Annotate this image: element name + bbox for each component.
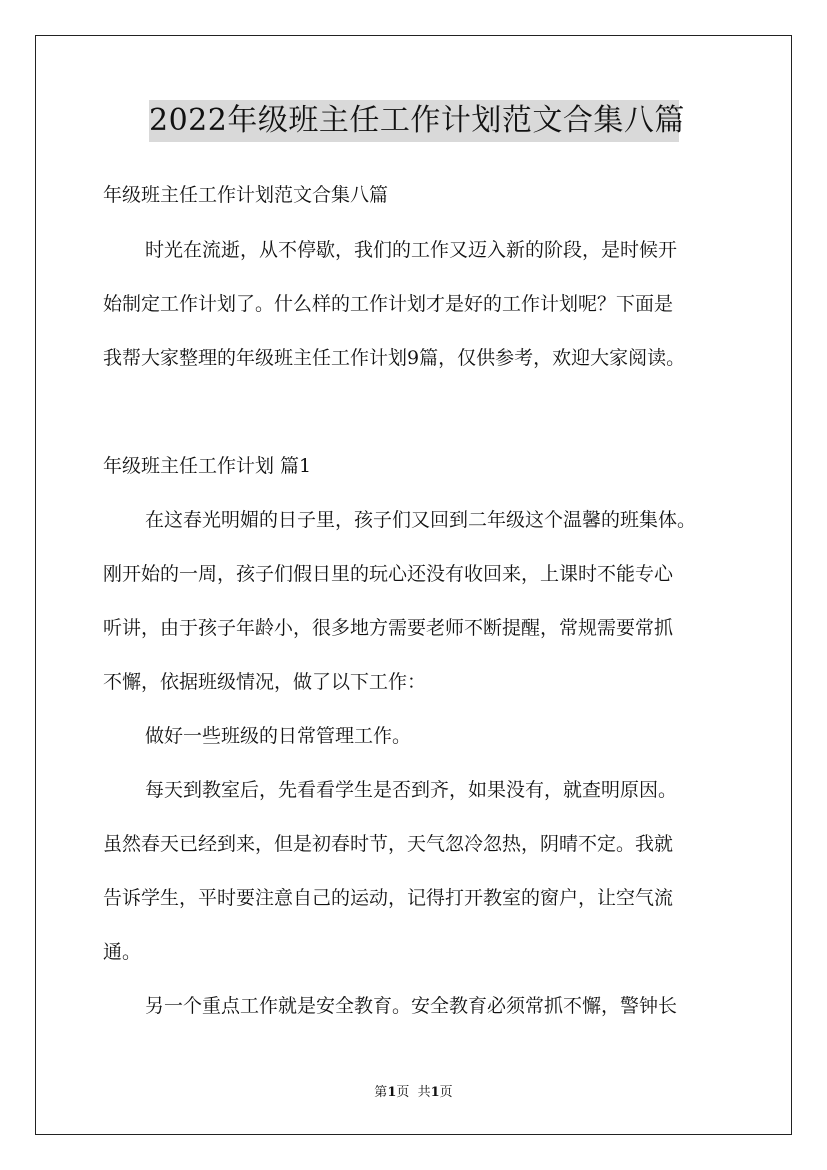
- footer-page-number: 1: [387, 1085, 397, 1100]
- body-line-3: 听讲，由于孩子年龄小，很多地方需要老师不断提醒，常规需要常抓: [103, 617, 674, 639]
- intro-line-2: 始制定工作计划了。什么样的工作计划才是好的工作计划呢？下面是: [103, 293, 674, 315]
- section-heading: 年级班主任工作计划 篇1: [103, 455, 312, 477]
- body-line-2: 刚开始的一周，孩子们假日里的玩心还没有收回来，上课时不能专心: [103, 563, 674, 585]
- page-footer: [0, 1085, 827, 1101]
- body-line-7: 虽然春天已经到来，但是初春时节，天气忽冷忽热，阴晴不定。我就: [103, 833, 674, 855]
- intro-line-3: 我帮大家整理的年级班主任工作计划9篇，仅供参考，欢迎大家阅读。: [103, 347, 686, 369]
- body-line-8: 告诉学生，平时要注意自己的运动，记得打开教室的窗户，让空气流: [103, 887, 674, 909]
- body-line-10: 另一个重点工作就是安全教育。安全教育必须常抓不懈，警钟长: [145, 995, 678, 1017]
- document-subtitle: 年级班主任工作计划范文合集八篇: [103, 184, 389, 206]
- document-title: 2022年级班主任工作计划范文合集八篇: [149, 100, 679, 142]
- footer-page-total: 1: [430, 1085, 440, 1100]
- body-line-9: 通。: [103, 941, 142, 963]
- body-line-5: 做好一些班级的日常管理工作。: [145, 725, 412, 747]
- intro-line-1: 时光在流逝，从不停歇，我们的工作又迈入新的阶段，是时候开: [145, 239, 678, 261]
- footer-mid: 页 共: [396, 1085, 431, 1100]
- body-line-1: 在这春光明媚的日子里，孩子们又回到二年级这个温馨的班集体。: [145, 509, 697, 531]
- body-line-6: 每天到教室后，先看看学生是否到齐，如果没有，就查明原因。: [145, 779, 678, 801]
- footer-prefix: 第: [374, 1085, 388, 1100]
- body-line-4: 不懈，依据班级情况，做了以下工作：: [103, 671, 427, 693]
- footer-suffix: 页: [439, 1085, 453, 1100]
